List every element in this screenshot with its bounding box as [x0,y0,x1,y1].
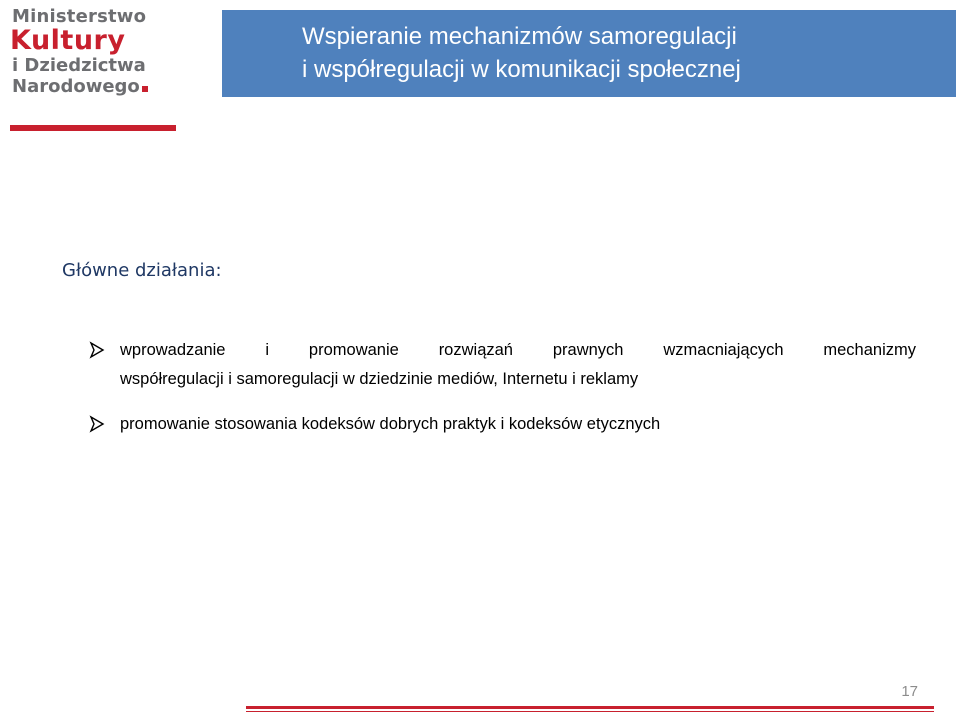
bullet-2-line-1: promowanie stosowania kodeksów dobrych praktyk i kodeksów etycznych [120,415,661,433]
footer-rule [246,706,934,709]
slide-title-line-1: Wspieranie mechanizmów samoregulacji [302,23,737,50]
bullet-1-line-2: współregulacji i samoregulacji w dziedzinie mediów, Internetu i reklamy [120,370,639,388]
arrow-bullet-icon [88,341,106,359]
ministry-logo [10,8,180,96]
list-item [88,336,916,394]
logo-line-4-text: Narodowego [12,76,140,97]
footer-rule-thin [246,711,934,712]
logo-dot [142,86,148,92]
bullet-list [88,336,916,439]
logo-line-4 [12,78,180,96]
logo-line-2: Kultury [10,25,126,56]
slide-title-line-2: i współregulacji w komunikacji społecznej [302,56,741,83]
bullet-1-line-1: wprowadzanie i promowanie rozwiązań prawnych wzmacniających mechanizmy [120,341,916,359]
page-number: 17 [901,683,918,700]
section-heading: Główne działania: [62,260,222,281]
logo-line-1: Ministerstwo [12,6,147,27]
header-banner [222,10,956,97]
logo-line-3: i Dziedzictwa [12,55,146,76]
list-item [88,410,916,439]
arrow-bullet-icon [88,415,106,433]
logo-underline [10,125,176,131]
